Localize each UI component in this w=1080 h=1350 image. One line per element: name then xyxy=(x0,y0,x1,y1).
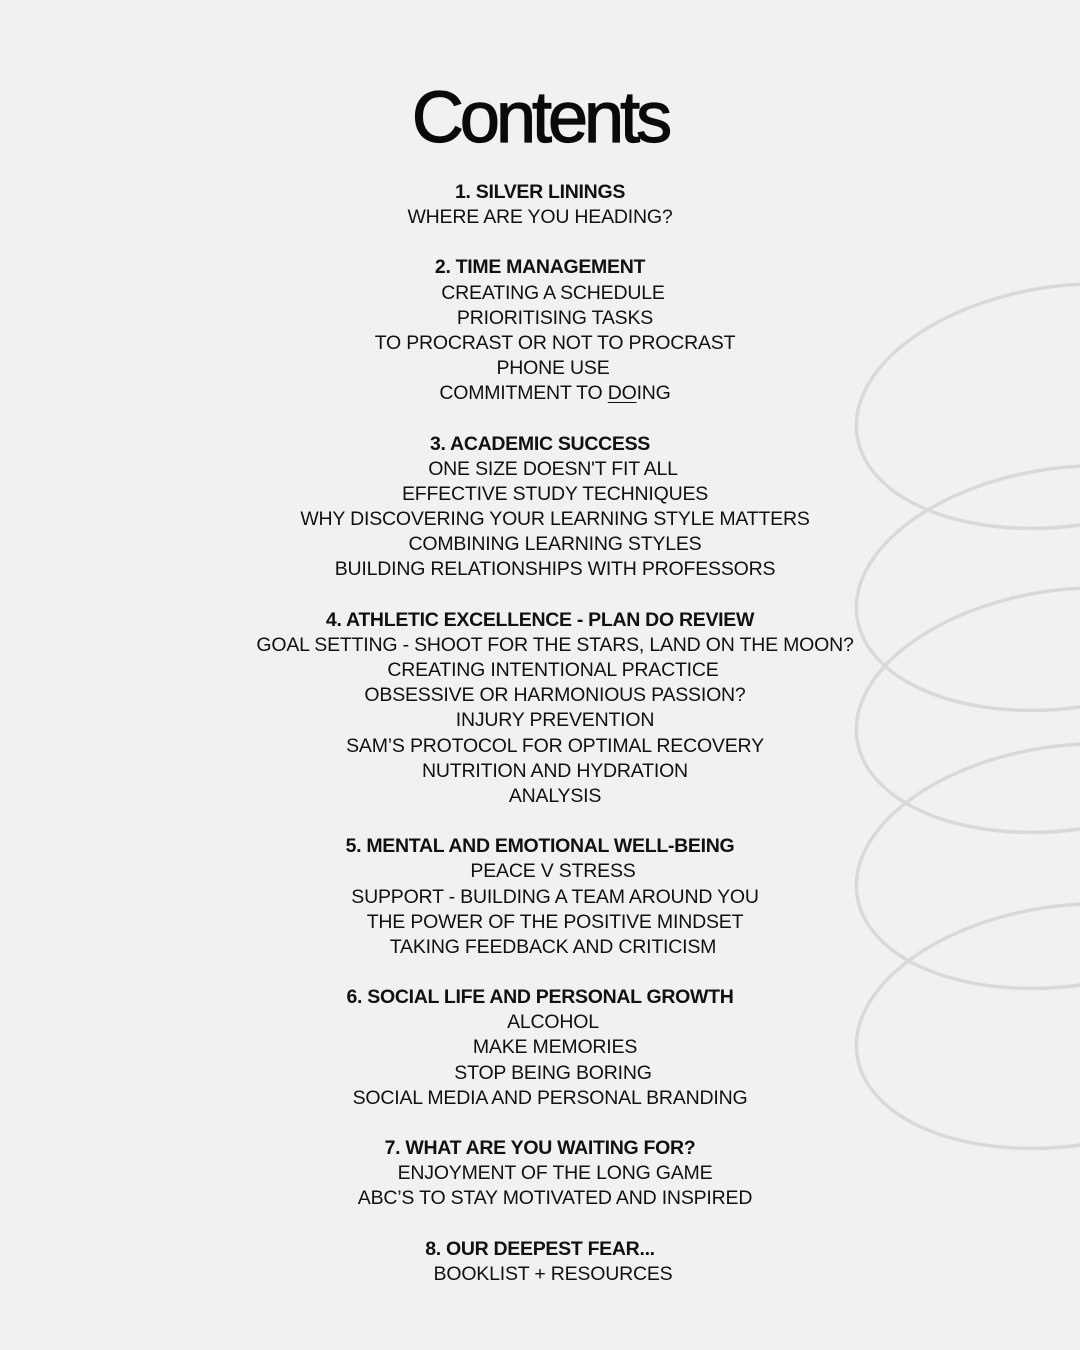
commitment-suffix-text: ING xyxy=(636,382,671,405)
section-item: PHONE USE xyxy=(496,357,610,380)
section-heading: 4. ATHLETIC EXCELLENCE - PLAN DO REVIEW xyxy=(325,608,755,631)
section-item: EFFECTIVE STUDY TECHNIQUES xyxy=(401,482,709,505)
toc-section-6 xyxy=(0,985,1080,1111)
section-item-with-underline xyxy=(439,381,670,406)
section-item: THE POWER OF THE POSITIVE MINDSET xyxy=(366,910,744,933)
section-item: ENJOYMENT OF THE LONG GAME xyxy=(397,1162,713,1185)
section-item: PRIORITISING TASKS xyxy=(456,306,654,329)
section-item: OBSESSIVE OR HARMONIOUS PASSION? xyxy=(364,684,746,707)
section-item: ANALYSIS xyxy=(508,784,602,807)
section-item: SOCIAL MEDIA AND PERSONAL BRANDING xyxy=(352,1086,748,1109)
section-item: TO PROCRAST OR NOT TO PROCRAST xyxy=(374,331,736,354)
section-item: CREATING INTENTIONAL PRACTICE xyxy=(387,659,719,681)
toc-section-8 xyxy=(0,1237,1080,1287)
section-item: WHY DISCOVERING YOUR LEARNING STYLE MATTERS xyxy=(300,508,810,531)
section-heading: 3. ACADEMIC SUCCESS xyxy=(429,432,651,455)
section-heading: 2. TIME MANAGEMENT xyxy=(434,256,646,279)
section-heading: 1. SILVER LININGS xyxy=(454,181,626,203)
section-item: GOAL SETTING - SHOOT FOR THE STARS, LAND ON THE MOON? xyxy=(256,633,854,656)
commitment-prefix-text: COMMITMENT TO xyxy=(439,382,608,405)
section-item: STOP BEING BORING xyxy=(454,1061,652,1084)
section-heading: 5. MENTAL AND EMOTIONAL WELL-BEING xyxy=(345,835,735,858)
toc-section-2 xyxy=(0,255,1080,406)
table-of-contents xyxy=(0,180,1080,1312)
toc-section-4 xyxy=(0,608,1080,810)
section-item: WHERE ARE YOU HEADING? xyxy=(407,206,673,229)
section-item: MAKE MEMORIES xyxy=(472,1036,638,1059)
section-heading: 8. OUR DEEPEST FEAR... xyxy=(425,1237,655,1260)
underlined-do-text: DO xyxy=(607,382,637,405)
section-item: SUPPORT - BUILDING A TEAM AROUND YOU xyxy=(351,885,759,908)
section-item: SAM’S PROTOCOL FOR OPTIMAL RECOVERY xyxy=(346,734,764,757)
section-item: CREATING A SCHEDULE xyxy=(441,281,665,304)
section-heading: 7. WHAT ARE YOU WAITING FOR? xyxy=(384,1137,696,1159)
toc-section-1 xyxy=(0,180,1080,230)
section-item: ABC’S TO STAY MOTIVATED AND INSPIRED xyxy=(357,1187,753,1210)
toc-section-5 xyxy=(0,834,1080,960)
section-item: ALCOHOL xyxy=(507,1011,599,1034)
section-item: PEACE V STRESS xyxy=(470,860,636,883)
section-item: BUILDING RELATIONSHIPS WITH PROFESSORS xyxy=(334,558,776,581)
section-heading: 6. SOCIAL LIFE AND PERSONAL GROWTH xyxy=(346,986,734,1009)
toc-section-3 xyxy=(0,432,1080,583)
section-item: COMBINING LEARNING STYLES xyxy=(408,533,702,556)
page-title: Contents xyxy=(411,78,669,158)
section-item: ONE SIZE DOESN'T FIT ALL xyxy=(428,457,678,480)
section-item: NUTRITION AND HYDRATION xyxy=(422,759,688,782)
section-item: TAKING FEEDBACK AND CRITICISM xyxy=(389,935,717,958)
section-item: INJURY PREVENTION xyxy=(455,709,655,732)
section-item: BOOKLIST + RESOURCES xyxy=(433,1262,673,1285)
toc-section-7 xyxy=(0,1136,1080,1212)
